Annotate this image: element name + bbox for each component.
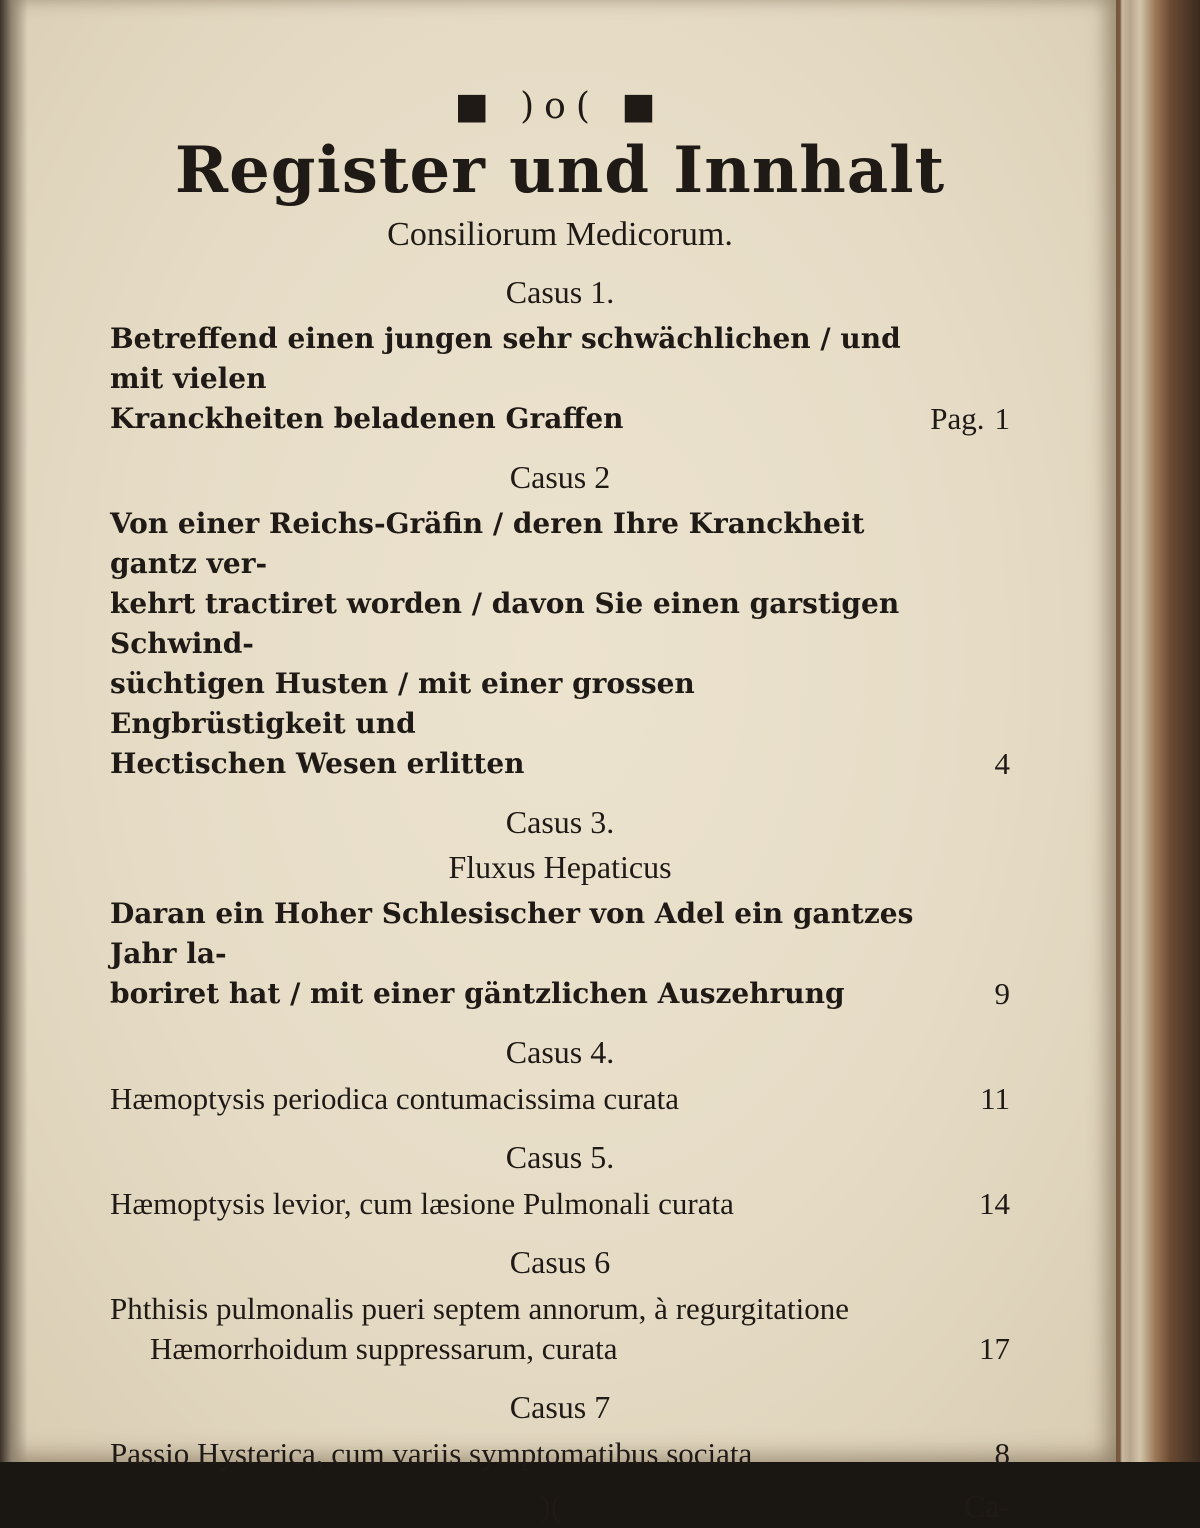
register-entry — [110, 1434, 1010, 1474]
case-heading: Casus 6 — [509, 1244, 611, 1280]
signature-mark: )( — [540, 1488, 562, 1524]
register-entry — [110, 504, 1010, 784]
entry-line: Hæmoptysis periodica contumacissima curata — [110, 1081, 680, 1116]
header-ornament: ■ )o( ■ — [454, 86, 666, 127]
page-number: 11 — [980, 1081, 1010, 1116]
entry-text — [110, 894, 1010, 1014]
case-heading: Casus 2 — [509, 459, 611, 495]
case-heading: Casus 5. — [505, 1139, 615, 1175]
register-entry — [110, 1079, 1010, 1119]
page-label: Pag. — [930, 401, 985, 436]
page-number: 14 — [979, 1186, 1010, 1221]
entry-text — [110, 1079, 1010, 1119]
entry-line: Betreffend einen jungen sehr schwächlichen / und mit vielen — [110, 322, 901, 395]
entry-text — [110, 319, 1010, 439]
entry-text — [110, 1184, 1010, 1224]
entry-line: Hæmorrhoidum suppressarum, curata — [150, 1331, 618, 1366]
entry-text — [110, 504, 1010, 784]
case-heading: Casus 1. — [505, 274, 615, 310]
entry-line: Phthisis pulmonalis pueri septem annorum, à regurgitatione — [110, 1291, 850, 1326]
entry-line: Hæmoptysis levior, cum læsione Pulmonali curata — [110, 1186, 734, 1221]
case-heading: Casus 4. — [505, 1034, 615, 1070]
page-value: 1 — [994, 401, 1010, 436]
entry-text — [110, 1289, 1010, 1369]
entry-line: Kranckheiten beladenen Graffen — [110, 402, 624, 435]
page-number: 4 — [994, 746, 1010, 781]
case-heading: Casus 7 — [509, 1389, 611, 1425]
catchword: Ca- — [963, 1488, 1010, 1524]
page-content — [110, 80, 1010, 1528]
page-number: 17 — [979, 1331, 1010, 1366]
page-number — [930, 399, 1010, 439]
page-footer — [110, 1488, 1010, 1528]
entry-line: boriret hat / mit einer gäntzlichen Auszehrung — [110, 977, 845, 1010]
page-subtitle: Consiliorum Medicorum. — [387, 216, 733, 253]
page-title: Register und Innhalt — [174, 133, 946, 208]
register-entry — [110, 319, 1010, 439]
entry-line: Von einer Reichs-Gräfin / deren Ihre Kranckheit gantz ver- — [110, 507, 865, 580]
page-number: 8 — [994, 1436, 1010, 1471]
entry-line: Passio Hysterica, cum variis symptomatibus sociata — [110, 1436, 753, 1471]
case-heading: Casus 3. — [505, 804, 615, 840]
entry-line: kehrt tractiret worden / davon Sie einen garstigen Schwind- — [110, 587, 900, 660]
page-number: 9 — [994, 976, 1010, 1011]
register-entry — [110, 1184, 1010, 1224]
entry-line: Daran ein Hoher Schlesischer von Adel ein gantzes Jahr la- — [110, 897, 914, 970]
entry-line: süchtigen Husten / mit einer grossen Engbrüstigkeit und — [110, 667, 695, 740]
register-entry — [110, 894, 1010, 1014]
entry-text — [110, 1434, 1010, 1474]
register-entry — [110, 1289, 1010, 1369]
page-gutter — [0, 0, 28, 1462]
entry-line: Hectischen Wesen erlitten — [110, 747, 525, 780]
case-subheading: Fluxus Hepaticus — [448, 849, 672, 885]
